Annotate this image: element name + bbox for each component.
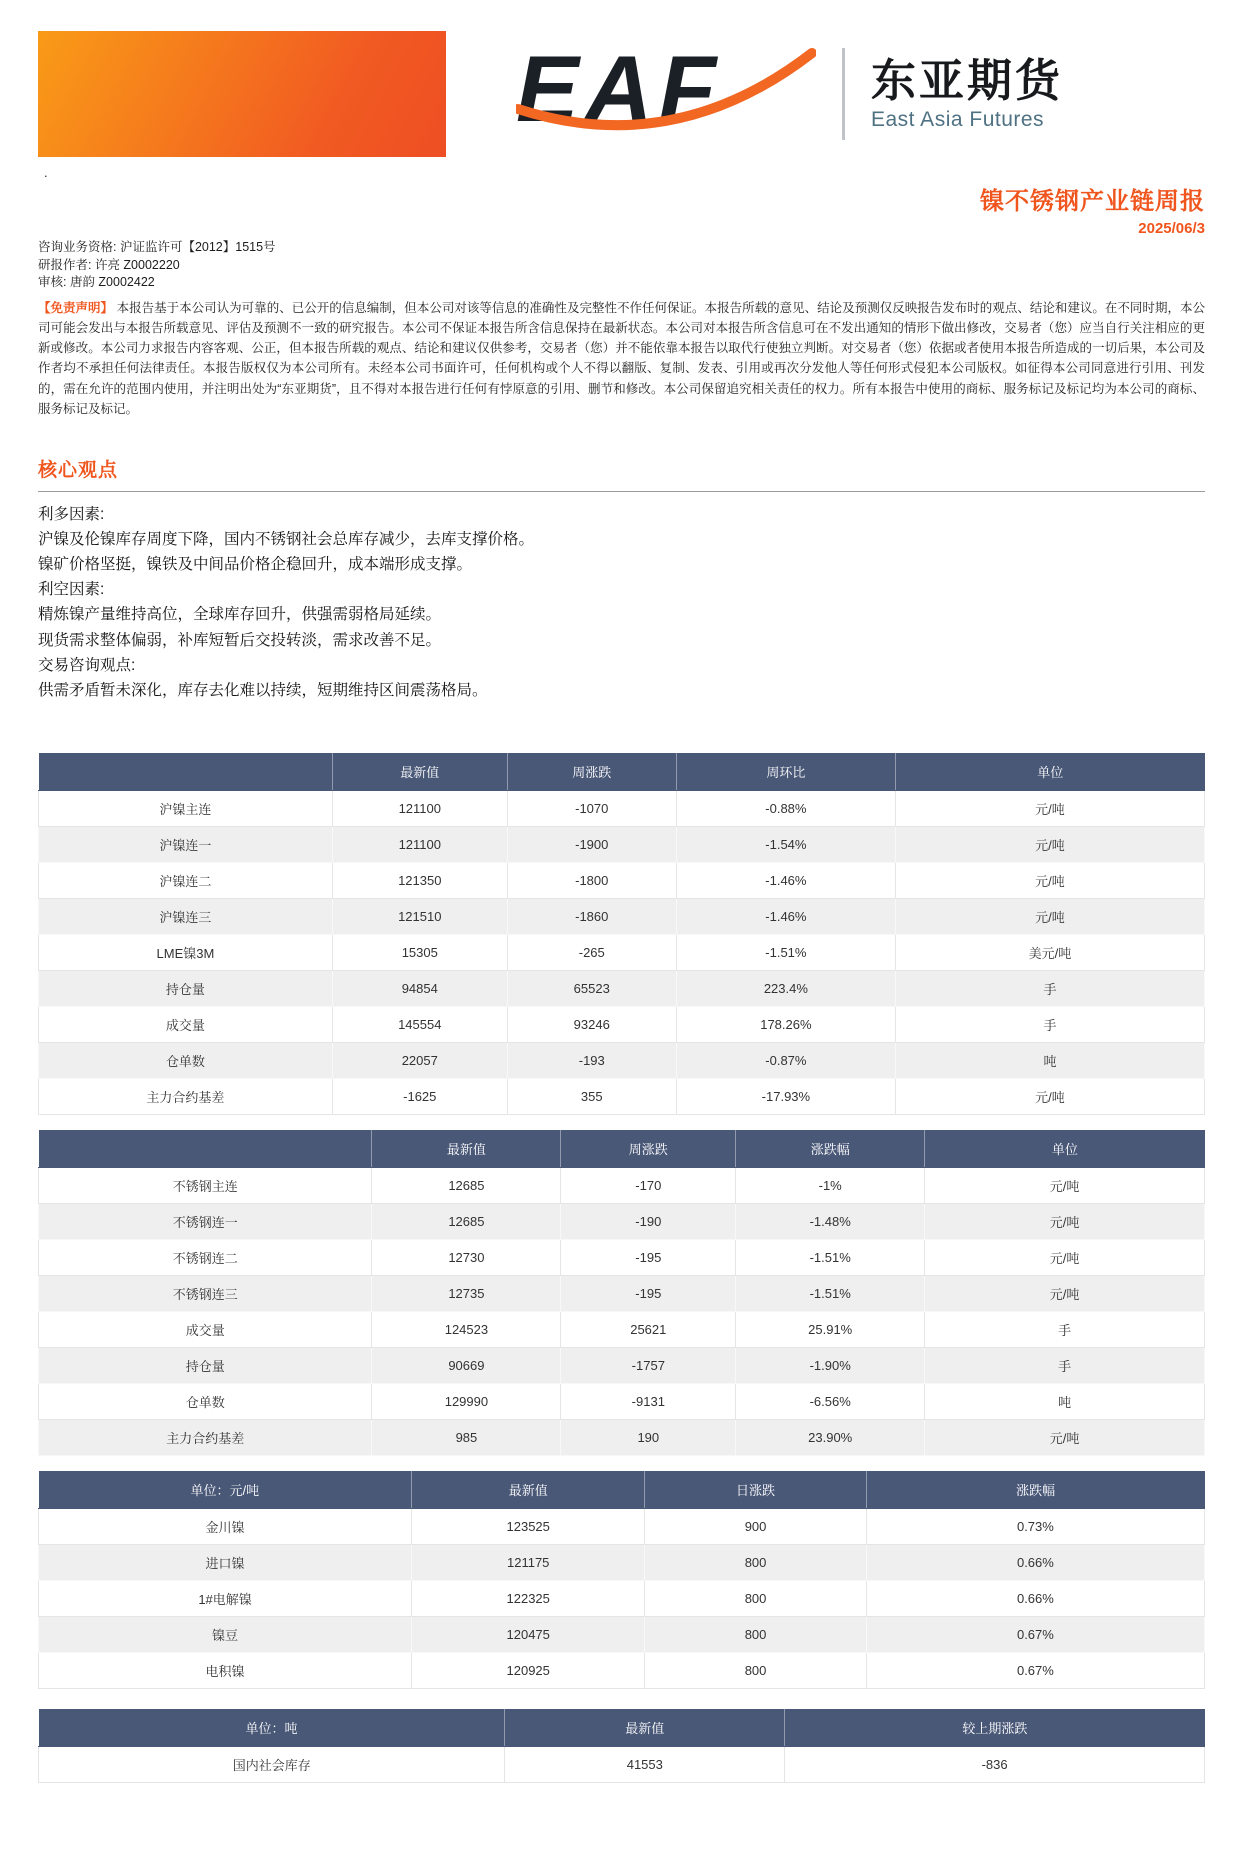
cell-value: 23.90% <box>736 1419 925 1455</box>
cell-value: 元/吨 <box>895 862 1204 898</box>
column-header <box>39 1130 372 1168</box>
cell-value: -195 <box>561 1275 736 1311</box>
table-stainless-steel-futures <box>38 1130 1205 1456</box>
table-row <box>39 1383 1205 1419</box>
row-label: 金川镍 <box>39 1508 412 1544</box>
row-label: 电积镍 <box>39 1652 412 1688</box>
column-header: 最新值 <box>332 753 507 791</box>
cell-value: 25621 <box>561 1311 736 1347</box>
table-row <box>39 1239 1205 1275</box>
column-header: 周涨跌 <box>561 1130 736 1168</box>
disclaimer-text: 本报告基于本公司认为可靠的、已公开的信息编制，但本公司对该等信息的准确性及完整性不作任何保证。本报告所载的意见、结论及预测仅反映报告发布时的观点、结论和建议。在不同时期，本公司可能会发出与本报告所载意见、评估及预测不一致的研究报告。本公司不保证本报告所含信息保持在最新状态。本公司对本报告所含信息可在不发出通知的情形下做出修改，交易者（您）应当自行关注相应的更新或修改。本公司力求报告内容客观、公正，但本报告所载的观点、结论和建议仅供参考，交易者（您）并不能依靠本报告以取代行使独立判断。对交易者（您）依据或者使用本报告所造成的一切后果，本公司及作者均不承担任何法律责任。本报告版权仅为本公司所有。未经本公司书面许可，任何机构或个人不得以翻版、复制、发表、引用或再次分发他人等任何形式侵犯本公司版权。如征得本公司同意进行引用、刊发的，需在允许的范围内使用，并注明出处为“东亚期货”，且不得对本报告进行任何有悖原意的引用、删节和修改。本公司保留追究相关责任的权力。所有本报告中使用的商标、服务标记及标记均为本公司的商标、服务标记及标记。 <box>38 300 1205 416</box>
cell-value: -1070 <box>507 790 676 826</box>
cell-value: 121100 <box>332 826 507 862</box>
brand-name-cn: 东亚期货 <box>870 54 1063 106</box>
cell-value: 15305 <box>332 934 507 970</box>
cell-value: -0.88% <box>676 790 895 826</box>
table-row <box>39 1078 1205 1114</box>
column-header: 涨跌幅 <box>736 1130 925 1168</box>
core-view-heading: 核心观点 <box>38 455 1205 492</box>
logo-divider <box>842 48 845 140</box>
cell-value: 美元/吨 <box>895 934 1204 970</box>
cell-value: 145554 <box>332 1006 507 1042</box>
eaf-logo <box>516 45 816 143</box>
cell-value: 41553 <box>505 1746 785 1782</box>
cell-value: 元/吨 <box>895 898 1204 934</box>
cell-value: -6.56% <box>736 1383 925 1419</box>
row-label: 沪镍连三 <box>39 898 333 934</box>
cell-value: -1% <box>736 1167 925 1203</box>
column-header: 最新值 <box>505 1709 785 1747</box>
cell-value: -1.46% <box>676 862 895 898</box>
row-label: 不锈钢连二 <box>39 1239 372 1275</box>
column-header: 最新值 <box>412 1471 645 1509</box>
table-body <box>39 1508 1205 1688</box>
cell-value: -1625 <box>332 1078 507 1114</box>
cell-value: -17.93% <box>676 1078 895 1114</box>
report-header <box>38 30 1205 158</box>
cell-value: 手 <box>895 970 1204 1006</box>
row-label: 成交量 <box>39 1006 333 1042</box>
table-row <box>39 898 1205 934</box>
cell-value: -1.51% <box>736 1239 925 1275</box>
column-header <box>39 753 333 791</box>
cell-value: 123525 <box>412 1508 645 1544</box>
cell-value: 12735 <box>372 1275 561 1311</box>
cell-value: 0.66% <box>866 1580 1204 1616</box>
cell-value: 元/吨 <box>925 1167 1205 1203</box>
cell-value: 800 <box>645 1652 867 1688</box>
table-row <box>39 862 1205 898</box>
table-row <box>39 1347 1205 1383</box>
table-header-row <box>39 1471 1205 1509</box>
cell-value: -193 <box>507 1042 676 1078</box>
cell-value: 0.66% <box>866 1544 1204 1580</box>
cell-value: 223.4% <box>676 970 895 1006</box>
cell-value: 12685 <box>372 1167 561 1203</box>
table-row <box>39 1311 1205 1347</box>
core-view-line: 供需矛盾暂未深化，库存去化难以持续，短期维持区间震荡格局。 <box>38 681 488 699</box>
row-label: 主力合约基差 <box>39 1419 372 1455</box>
cell-value: 120475 <box>412 1616 645 1652</box>
cell-value: 手 <box>925 1347 1205 1383</box>
core-view-line: 交易咨询观点: <box>38 656 136 674</box>
cell-value: 800 <box>645 1580 867 1616</box>
cell-value: 吨 <box>925 1383 1205 1419</box>
cell-value: 90669 <box>372 1347 561 1383</box>
cell-value: -1.90% <box>736 1347 925 1383</box>
cell-value: 122325 <box>412 1580 645 1616</box>
column-header: 单位：元/吨 <box>39 1471 412 1509</box>
title-block <box>38 181 1205 237</box>
table-social-inventory <box>38 1709 1205 1783</box>
core-view-line: 镍矿价格坚挺，镍铁及中间品价格企稳回升，成本端形成支撑。 <box>38 556 473 574</box>
column-header: 单位：吨 <box>39 1709 505 1747</box>
column-header: 单位 <box>895 753 1204 791</box>
cell-value: -0.87% <box>676 1042 895 1078</box>
cell-value: -1900 <box>507 826 676 862</box>
brand-block <box>871 56 1063 133</box>
cell-value: 178.26% <box>676 1006 895 1042</box>
table-body <box>39 1167 1205 1455</box>
cell-value: 0.67% <box>866 1616 1204 1652</box>
cell-value: 手 <box>895 1006 1204 1042</box>
table-row <box>39 1042 1205 1078</box>
table-body <box>39 790 1205 1114</box>
cell-value: -1.48% <box>736 1203 925 1239</box>
row-label: 持仓量 <box>39 970 333 1006</box>
column-header: 日涨跌 <box>645 1471 867 1509</box>
cell-value: -1.54% <box>676 826 895 862</box>
eaf-logo-text: EAF <box>515 45 722 141</box>
report-date: 2025/06/3 <box>1138 220 1205 237</box>
cell-value: 元/吨 <box>895 1078 1204 1114</box>
column-header: 涨跌幅 <box>866 1471 1204 1509</box>
cell-value: -195 <box>561 1239 736 1275</box>
row-label: 不锈钢连一 <box>39 1203 372 1239</box>
meta-line: 咨询业务资格: 沪证监许可【2012】1515号 <box>38 240 276 254</box>
cell-value: 22057 <box>332 1042 507 1078</box>
core-view-line: 利空因素: <box>38 581 105 599</box>
row-label: LME镍3M <box>39 934 333 970</box>
row-label: 不锈钢主连 <box>39 1167 372 1203</box>
row-label: 沪镍主连 <box>39 790 333 826</box>
cell-value: 元/吨 <box>895 790 1204 826</box>
meta-line: 研报作者: 许亮 Z0002220 <box>38 257 180 272</box>
corner-mark: . <box>44 165 48 180</box>
cell-value: 985 <box>372 1419 561 1455</box>
table-row <box>39 970 1205 1006</box>
row-label: 成交量 <box>39 1311 372 1347</box>
column-header: 较上期涨跌 <box>785 1709 1205 1747</box>
core-view-line: 精炼镍产量维持高位，全球库存回升，供强需弱格局延续。 <box>38 606 442 624</box>
table-row <box>39 1167 1205 1203</box>
cell-value: -170 <box>561 1167 736 1203</box>
table-row <box>39 1275 1205 1311</box>
row-label: 进口镍 <box>39 1544 412 1580</box>
column-header: 单位 <box>925 1130 1205 1168</box>
table-row <box>39 790 1205 826</box>
core-view-line: 利多因素: <box>38 506 105 523</box>
table-row <box>39 1419 1205 1455</box>
table-header-row <box>39 1130 1205 1168</box>
core-view-line: 沪镍及伦镍库存周度下降，国内不锈钢社会总库存减少，去库支撑价格。 <box>38 531 535 549</box>
table-shfe-nickel-futures <box>38 753 1205 1115</box>
cell-value: 121350 <box>332 862 507 898</box>
cell-value: 元/吨 <box>925 1203 1205 1239</box>
row-label: 镍豆 <box>39 1616 412 1652</box>
cell-value: -1757 <box>561 1347 736 1383</box>
cell-value: 手 <box>925 1311 1205 1347</box>
column-header: 最新值 <box>372 1130 561 1168</box>
cell-value: -836 <box>785 1746 1205 1782</box>
table-row <box>39 1652 1205 1688</box>
cell-value: 元/吨 <box>925 1275 1205 1311</box>
cell-value: 吨 <box>895 1042 1204 1078</box>
cell-value: 0.73% <box>866 1508 1204 1544</box>
row-label: 仓单数 <box>39 1383 372 1419</box>
cell-value: -1.51% <box>676 934 895 970</box>
cell-value: -9131 <box>561 1383 736 1419</box>
table-row <box>39 1508 1205 1544</box>
cell-value: -1800 <box>507 862 676 898</box>
core-view-line: 现货需求整体偏弱，补库短暂后交投转淡，需求改善不足。 <box>38 631 442 649</box>
cell-value: -265 <box>507 934 676 970</box>
table-row <box>39 1746 1205 1782</box>
cell-value: 65523 <box>507 970 676 1006</box>
cell-value: 0.67% <box>866 1652 1204 1688</box>
disclaimer <box>38 298 1205 420</box>
cell-value: 93246 <box>507 1006 676 1042</box>
table-header-row <box>39 1709 1205 1747</box>
cell-value: 25.91% <box>736 1311 925 1347</box>
table-row <box>39 934 1205 970</box>
cell-value: 129990 <box>372 1383 561 1419</box>
row-label: 持仓量 <box>39 1347 372 1383</box>
cell-value: -1.46% <box>676 898 895 934</box>
report-meta <box>38 239 1205 292</box>
table-body <box>39 1746 1205 1782</box>
cell-value: 800 <box>645 1616 867 1652</box>
brand-lockup <box>516 45 1063 143</box>
cell-value: 121175 <box>412 1544 645 1580</box>
row-label: 沪镍连二 <box>39 862 333 898</box>
brand-logo-block <box>38 31 446 157</box>
cell-value: 12685 <box>372 1203 561 1239</box>
cell-value: -1860 <box>507 898 676 934</box>
cell-value: 94854 <box>332 970 507 1006</box>
table-row <box>39 1616 1205 1652</box>
cell-value: 900 <box>645 1508 867 1544</box>
brand-name-en: East Asia Futures <box>870 108 1045 132</box>
cell-value: 120925 <box>412 1652 645 1688</box>
cell-value: 355 <box>507 1078 676 1114</box>
table-spot-nickel-prices <box>38 1471 1205 1689</box>
cell-value: 元/吨 <box>895 826 1204 862</box>
table-row <box>39 1006 1205 1042</box>
table-row <box>39 826 1205 862</box>
table-header-row <box>39 753 1205 791</box>
row-label: 1#电解镍 <box>39 1580 412 1616</box>
table-row <box>39 1544 1205 1580</box>
cell-value: -190 <box>561 1203 736 1239</box>
cell-value: 元/吨 <box>925 1239 1205 1275</box>
cell-value: 121100 <box>332 790 507 826</box>
row-label: 国内社会库存 <box>39 1746 505 1782</box>
cell-value: 800 <box>645 1544 867 1580</box>
column-header: 周环比 <box>676 753 895 791</box>
row-label: 仓单数 <box>39 1042 333 1078</box>
core-view-body <box>38 502 1205 703</box>
table-row <box>39 1580 1205 1616</box>
page-title: 镍不锈钢产业链周报 <box>980 188 1205 215</box>
cell-value: 190 <box>561 1419 736 1455</box>
disclaimer-label: 【免责声明】 <box>38 300 114 315</box>
table-row <box>39 1203 1205 1239</box>
cell-value: 12730 <box>372 1239 561 1275</box>
cell-value: 元/吨 <box>925 1419 1205 1455</box>
row-label: 不锈钢连三 <box>39 1275 372 1311</box>
row-label: 主力合约基差 <box>39 1078 333 1114</box>
cell-value: 124523 <box>372 1311 561 1347</box>
cell-value: 121510 <box>332 898 507 934</box>
row-label: 沪镍连一 <box>39 826 333 862</box>
meta-line: 审核: 唐韵 Z0002422 <box>38 275 155 289</box>
column-header: 周涨跌 <box>507 753 676 791</box>
cell-value: -1.51% <box>736 1275 925 1311</box>
